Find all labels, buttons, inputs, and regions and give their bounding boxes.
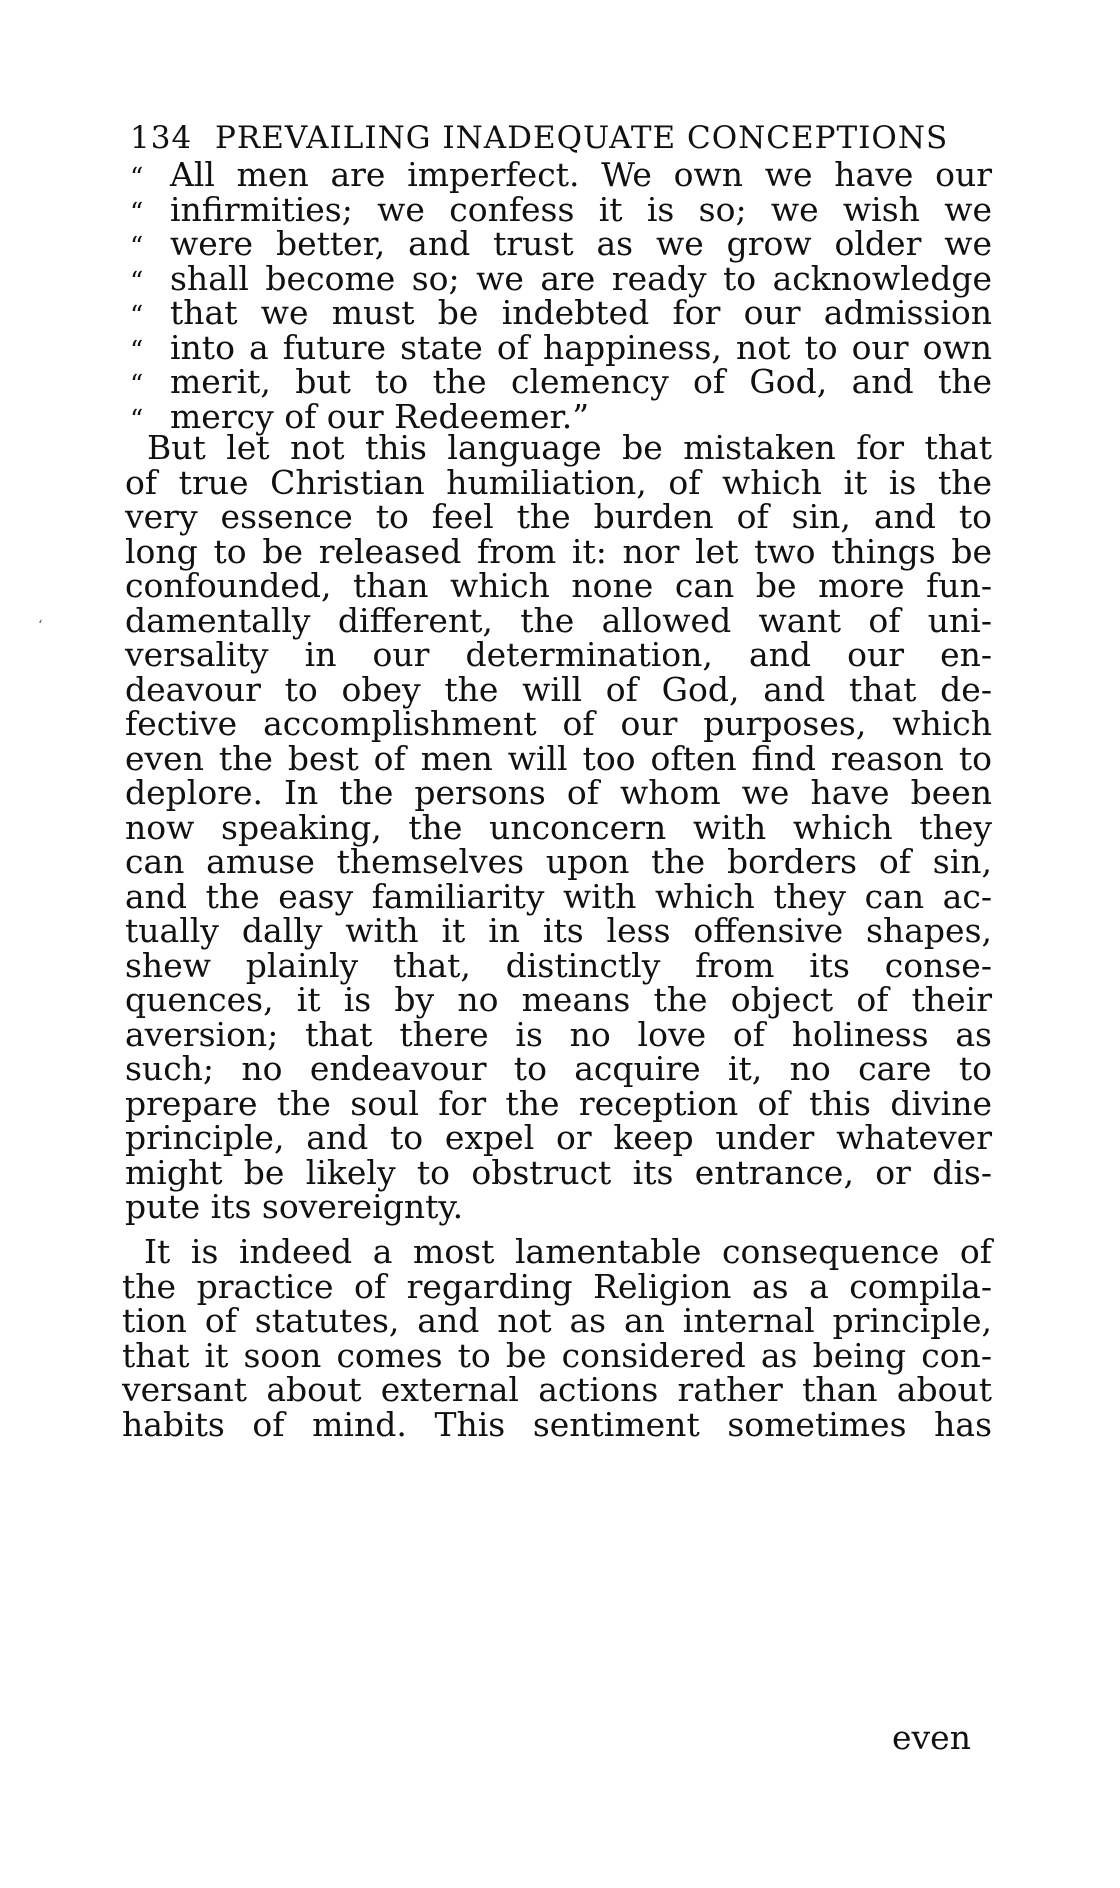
quote-text: into a future state of happiness, not to our own: [170, 327, 992, 367]
paragraph2-line: It is indeed a most lamentable consequence of: [144, 1232, 992, 1271]
paragraph1-line: damentally different, the allowed want of uni-: [125, 600, 992, 640]
quote-mark: “: [130, 301, 144, 331]
paragraph2-line: habits of mind. This sentiment sometimes has: [122, 1404, 992, 1444]
quote-text: mercy of our Redeemer.”: [170, 396, 590, 436]
running-title: PREVAILING INADEQUATE CONCEPTIONS: [215, 120, 949, 156]
paragraph1-line: pute its sovereignty.: [125, 1187, 464, 1226]
paragraph2-line: versant about external actions rather than about: [122, 1370, 992, 1409]
paragraph1-line: such; no endeavour to acquire it, no care to: [125, 1049, 992, 1088]
quote-mark: “: [130, 404, 144, 435]
quote-mark: “: [130, 266, 144, 297]
quote-text: shall become so; we are ready to acknowledge: [170, 258, 992, 298]
paragraph1-line: versality in our determination, and our en-: [125, 635, 992, 674]
quote-text: infirmities; we confess it is so; we wish we: [170, 189, 992, 229]
paragraph1-line: aversion; that there is no love of holiness as: [125, 1014, 992, 1054]
paragraph1-line: quences, it is by no means the object of their: [125, 980, 992, 1019]
paragraph1-line: But let not this language be mistaken for that: [147, 428, 992, 467]
quote-text: All men are imperfect. We own we have our: [170, 155, 992, 194]
paragraph1-line: deavour to obey the will of God, and that de-: [125, 669, 992, 709]
quote-text: merit, but to the clemency of God, and the: [170, 362, 992, 401]
paragraph1-line: deplore. In the persons of whom we have been: [125, 773, 992, 812]
paragraph1-line: of true Christian humiliation, of which it is the: [125, 462, 992, 502]
quote-mark: “: [130, 197, 144, 228]
quote-mark: “: [130, 232, 144, 262]
paragraph1-line: might be likely to obstruct its entrance, or dis-: [125, 1152, 992, 1192]
ink-speck: ‘: [38, 618, 43, 634]
quote-mark: “: [130, 335, 144, 366]
paragraph1-line: prepare the soul for the reception of this divine: [125, 1083, 992, 1123]
catchword: even: [892, 1718, 971, 1757]
paragraph2-line: that it soon comes to be considered as being con-: [122, 1335, 992, 1375]
quote-text: were better, and trust as we grow older we: [170, 224, 992, 263]
paragraph1-line: confounded, than which none can be more fun-: [125, 566, 992, 605]
paragraph1-line: very essence to feel the burden of sin, and to: [125, 497, 992, 536]
paragraph2-line: tion of statutes, and not as an internal principle,: [122, 1301, 992, 1340]
quote-mark: “: [130, 163, 144, 193]
paragraph1-line: even the best of men will too often find reason to: [125, 738, 992, 778]
paragraph1-line: now speaking, the unconcern with which they: [125, 807, 992, 847]
quote-text: that we must be indebted for our admission: [170, 293, 992, 332]
paragraph1-line: and the easy familiarity with which they can ac-: [125, 876, 992, 916]
paragraph2-line: the practice of regarding Religion as a compila-: [122, 1266, 992, 1306]
paragraph1-line: principle, and to expel or keep under whatever: [125, 1118, 992, 1157]
paragraph1-line: can amuse themselves upon the borders of sin,: [125, 842, 992, 881]
page-number: 134: [130, 120, 193, 156]
quote-mark: “: [130, 370, 144, 400]
paragraph1-line: shew plainly that, distinctly from its conse-: [125, 945, 992, 985]
paragraph1-line: long to be released from it: nor let two things be: [125, 531, 992, 571]
paragraph1-line: fective accomplishment of our purposes, which: [125, 704, 992, 743]
running-header: [130, 120, 990, 156]
paragraph1-line: tually dally with it in its less offensive shapes,: [125, 911, 992, 950]
